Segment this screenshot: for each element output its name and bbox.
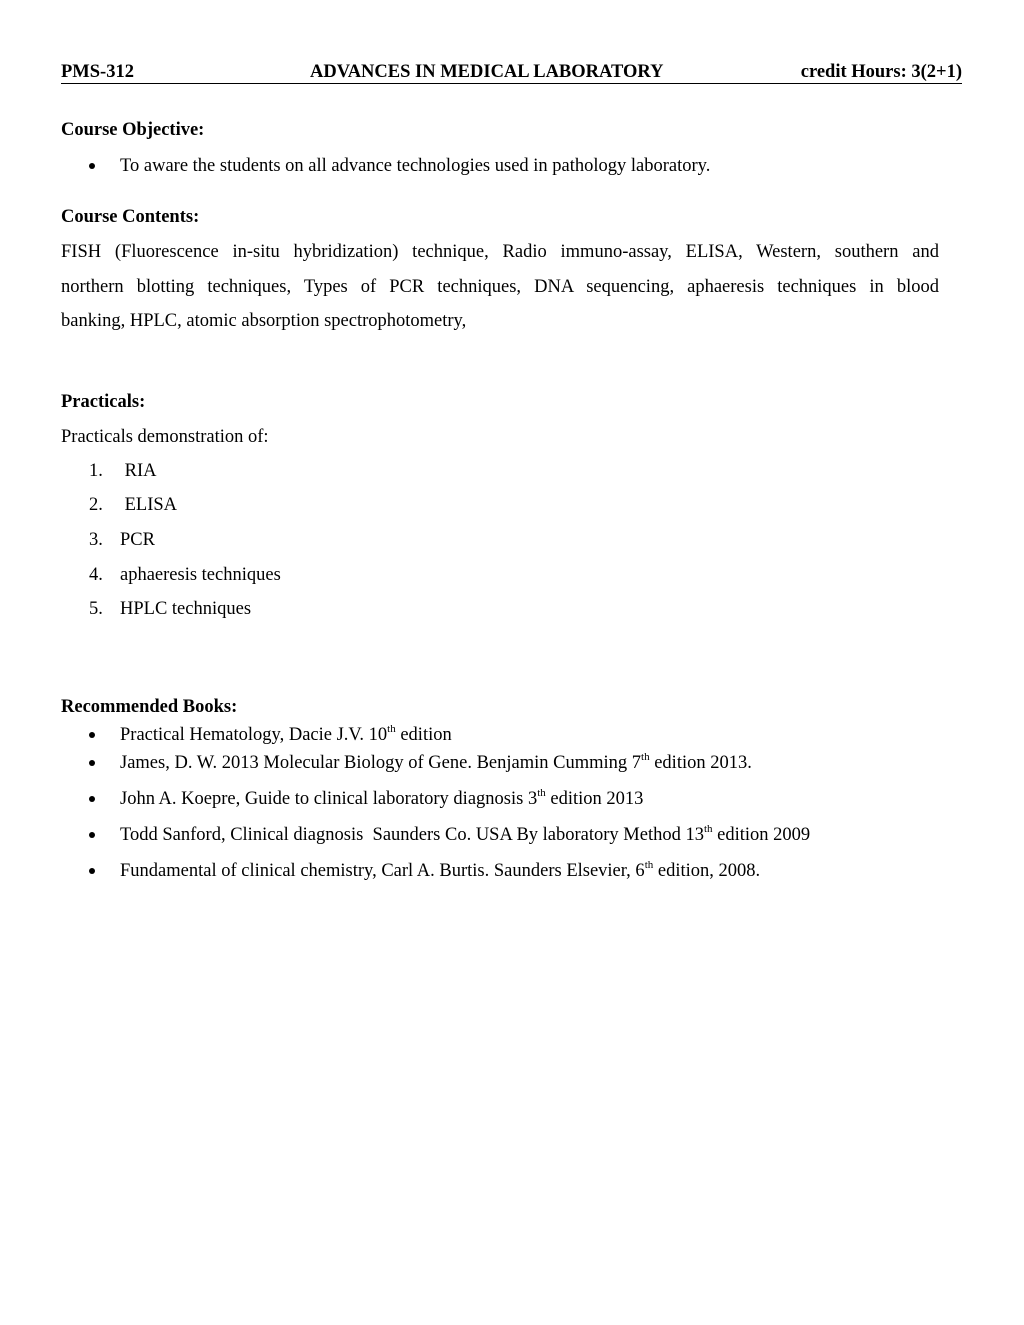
bullet-icon (89, 732, 95, 738)
objective-heading: Course Objective: (61, 120, 205, 140)
practicals-intro: Practicals demonstration of: (61, 427, 269, 447)
item-text: ELISA (120, 495, 178, 515)
item-text: RIA (120, 461, 157, 481)
course-code: PMS-312 (61, 62, 134, 82)
book-entry: John A. Koepre, Guide to clinical laboratory diagnosis 3th edition 2013 (120, 787, 644, 809)
item-number: 1. (89, 461, 103, 481)
item-number: 2. (89, 495, 103, 515)
practicals-heading: Practicals: (61, 392, 146, 412)
contents-line: northern blotting techniques, Types of PCR techniques, DNA sequencing, aphaeresis techniques in blood (61, 277, 939, 297)
contents-line: banking, HPLC, atomic absorption spectrophotometry, (61, 311, 467, 331)
contents-heading: Course Contents: (61, 207, 200, 227)
contents-line: FISH (Fluorescence in-situ hybridization) technique, Radio immuno-assay, ELISA, Western, southern and (61, 242, 939, 262)
credit-hours: credit Hours: 3(2+1) (800, 62, 962, 82)
objective-text: To aware the students on all advance technologies used in pathology laboratory. (120, 156, 711, 176)
item-number: 4. (89, 565, 103, 585)
bullet-icon (89, 832, 95, 838)
item-text: aphaeresis techniques (120, 565, 281, 585)
item-number: 5. (89, 599, 103, 619)
bullet-icon (89, 868, 95, 874)
item-text: HPLC techniques (120, 599, 252, 619)
item-text: PCR (120, 530, 155, 550)
book-entry: Todd Sanford, Clinical diagnosis Saunders Co. USA By laboratory Method 13th edition 2009 (120, 823, 811, 845)
course-title: ADVANCES IN MEDICAL LABORATORY (310, 62, 664, 82)
bullet-icon (89, 163, 95, 169)
bullet-icon (89, 796, 95, 802)
course-header (61, 61, 962, 84)
books-heading: Recommended Books: (61, 697, 238, 717)
bullet-icon (89, 760, 95, 766)
item-number: 3. (89, 530, 103, 550)
book-entry: Practical Hematology, Dacie J.V. 10th edition (120, 723, 452, 745)
book-entry: James, D. W. 2013 Molecular Biology of Gene. Benjamin Cumming 7th edition 2013. (120, 751, 752, 773)
book-entry: Fundamental of clinical chemistry, Carl A. Burtis. Saunders Elsevier, 6th edition, 2008. (120, 859, 761, 881)
